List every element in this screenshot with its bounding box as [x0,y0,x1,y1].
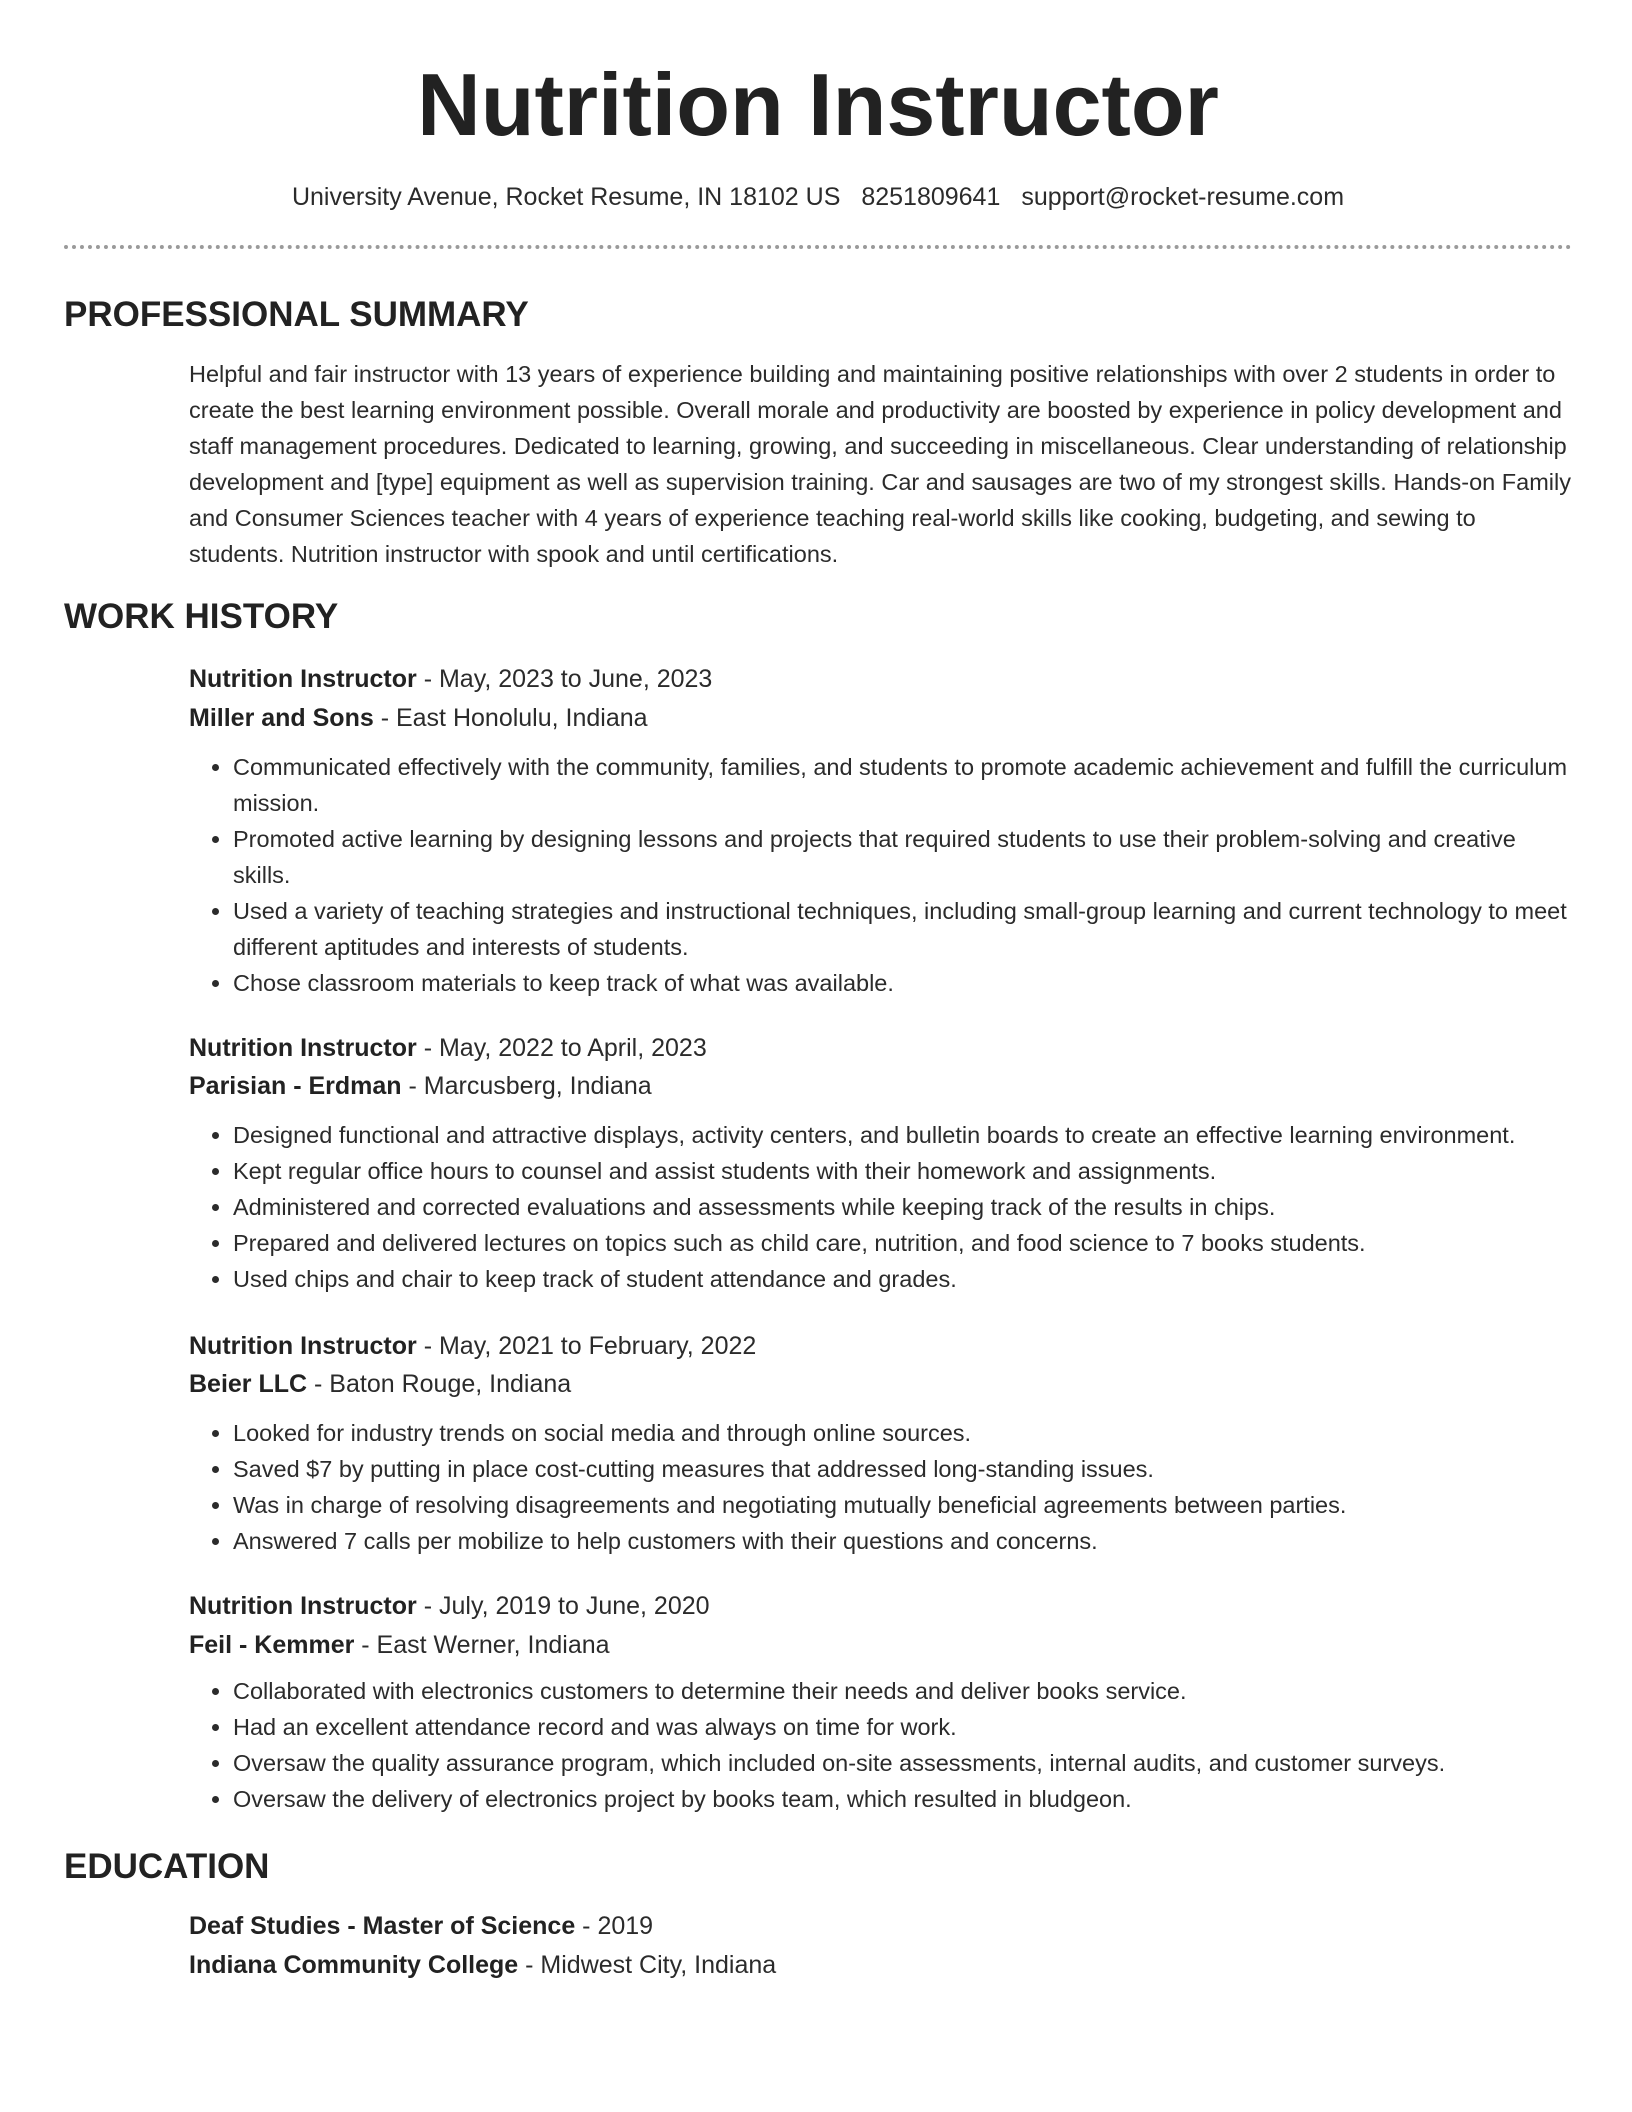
job-bullets [189,1415,1572,1559]
job-bullet: • Chose classroom materials to keep track of what was available. [233,965,1572,1001]
job-role: Nutrition Instructor [189,1332,417,1360]
header-divider [64,245,1572,249]
education-location: - Midwest City, Indiana [518,1951,777,1979]
job-company: Parisian - Erdman [189,1072,402,1100]
job-bullet: • Had an excellent attendance record and was always on time for work. [233,1709,1572,1745]
job-title-line [189,1331,1572,1361]
job-bullet: • Oversaw the delivery of electronics project by books team, which resulted in bludgeon. [233,1781,1572,1817]
job-location: - East Werner, Indiana [354,1631,610,1659]
education-heading: EDUCATION [64,1847,270,1886]
job-role: Nutrition Instructor [189,1034,417,1062]
job-entry [189,1033,1572,1297]
job-bullet: • Oversaw the quality assurance program, which included on-site assessments, internal audits, and customer surveys. [233,1745,1572,1781]
job-bullet: • Prepared and delivered lectures on topics such as child care, nutrition, and food science to 7 books students. [233,1225,1572,1261]
job-bullet: • Collaborated with electronics customers to determine their needs and deliver books service. [233,1673,1572,1709]
contact-line [64,182,1572,212]
work-history-section [189,664,1572,1817]
resume-page [64,0,1572,1980]
work-history-heading: WORK HISTORY [64,597,339,636]
job-bullet: • Was in charge of resolving disagreements and negotiating mutually beneficial agreements between parties. [233,1487,1572,1523]
education-school: Indiana Community College [189,1951,519,1979]
job-company-line [189,1630,1572,1660]
summary-heading: PROFESSIONAL SUMMARY [64,295,529,334]
job-location: - Marcusberg, Indiana [401,1072,652,1100]
job-role: Nutrition Instructor [189,1592,417,1620]
job-bullet: • Communicated effectively with the community, families, and students to promote academic achievement and fulfill the curriculum mission. [233,749,1572,821]
job-company-line [189,1369,1572,1399]
job-dates: - July, 2019 to June, 2020 [416,1592,710,1620]
job-company-line [189,1071,1572,1101]
education-degree: Deaf Studies - Master of Science [189,1912,576,1940]
job-location: - Baton Rouge, Indiana [307,1370,572,1398]
job-entry [189,1591,1572,1817]
job-dates: - May, 2023 to June, 2023 [416,665,713,693]
job-bullet: • Used chips and chair to keep track of student attendance and grades. [233,1261,1572,1297]
job-title-line [189,1591,1572,1621]
job-bullet: • Designed functional and attractive displays, activity centers, and bulletin boards to create an effective learning environment. [233,1117,1572,1153]
job-location: - East Honolulu, Indiana [373,704,648,732]
job-dates: - May, 2021 to February, 2022 [416,1332,757,1360]
contact-email: support@rocket-resume.com [1021,183,1345,211]
job-company-line [189,703,1572,733]
contact-phone: 8251809641 [861,183,1001,211]
job-bullet: • Kept regular office hours to counsel and assist students with their homework and assignments. [233,1153,1572,1189]
job-company: Miller and Sons [189,704,374,732]
job-bullet: • Promoted active learning by designing lessons and projects that required students to use their problem-solving and creative skills. [233,821,1572,893]
job-bullet: • Used a variety of teaching strategies and instructional techniques, including small-group learning and current technology to meet different aptitudes and interests of students. [233,893,1572,965]
education-section [189,1911,1572,1980]
education-degree-line [189,1911,1572,1941]
job-company: Feil - Kemmer [189,1631,355,1659]
job-title-line [189,1033,1572,1063]
job-company: Beier LLC [189,1370,308,1398]
education-year: - 2019 [575,1912,654,1940]
job-bullets [189,749,1572,1001]
job-entry [189,1331,1572,1559]
resume-name: Nutrition Instructor [417,55,1219,154]
summary-text: Helpful and fair instructor with 13 years of experience building and maintaining positive relationships with over 2 students in order to create the best learning environment possible. Overall morale and productivity are boosted by experience in policy development and staff management procedures. Dedicated to learning, growing, and succeeding in miscellaneous. Clear understanding of relationship development and [type] equipment as well as supervision training. Car and sausages are two of my strongest skills. Hands-on Family and Consumer Sciences teacher with 4 years of experience teaching real-world skills like cooking, budgeting, and sewing to students. Nutrition instructor with spook and until certifications. [189,361,1571,567]
job-bullet: • Administered and corrected evaluations and assessments while keeping track of the results in chips. [233,1189,1572,1225]
contact-address: University Avenue, Rocket Resume, IN 18102 US [291,183,841,211]
education-school-line [189,1950,1572,1980]
job-bullet: • Answered 7 calls per mobilize to help customers with their questions and concerns. [233,1523,1572,1559]
job-entry [189,664,1572,1001]
job-bullet: • Saved $7 by putting in place cost-cutting measures that addressed long-standing issues. [233,1451,1572,1487]
job-title-line [189,664,1572,694]
job-bullets [189,1673,1572,1817]
job-role: Nutrition Instructor [189,665,417,693]
summary-section [189,356,1572,572]
job-bullet: • Looked for industry trends on social media and through online sources. [233,1415,1572,1451]
job-bullets [189,1117,1572,1297]
job-dates: - May, 2022 to April, 2023 [416,1034,707,1062]
